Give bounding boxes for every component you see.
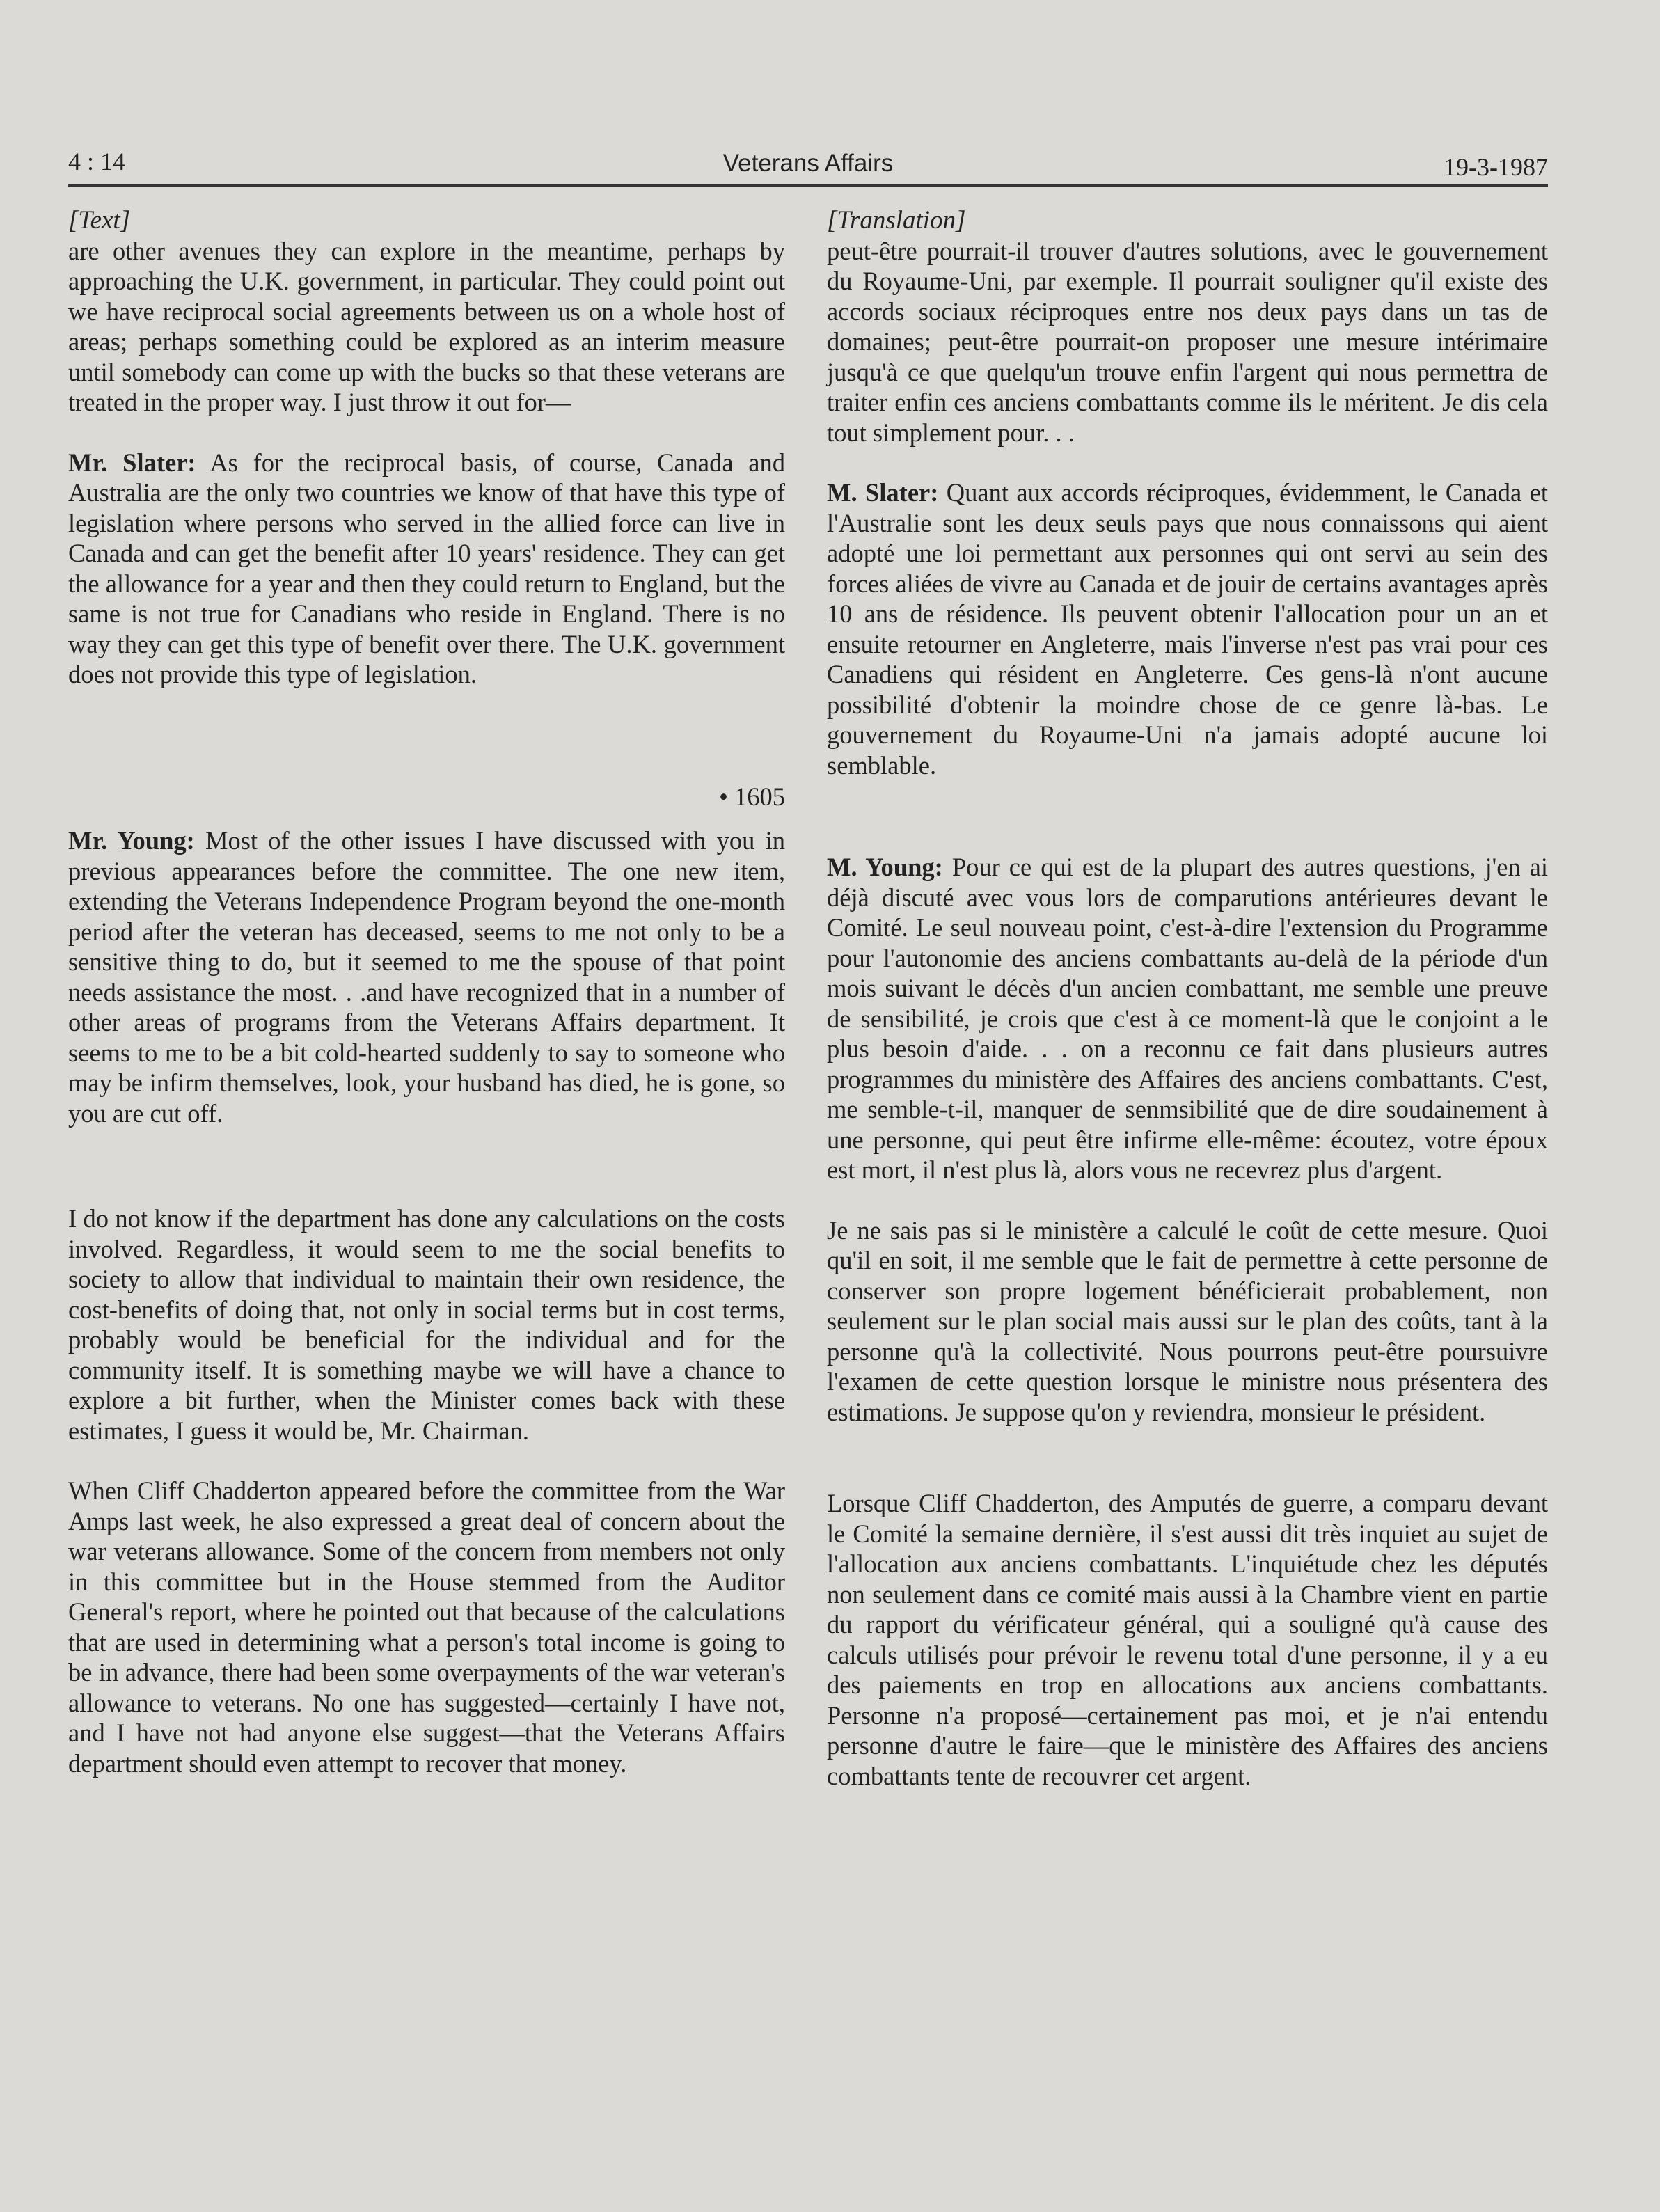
paragraph: Lorsque Cliff Chadderton, des Amputés de guerre, a comparu devant le Comité la semaine dernière, il s'est aussi dit très inquiet au sujet de l'allocation aux anciens combattants. L'inquiétude chez les députés non seulement dans ce comité mais aussi à la Chambre vient en partie du rapport du vérificateur général, qui a souligné qu'à cause des calculs utilisés pour prévoir le revenu total d'une personne, il y a eu des paiements en trop en allocations aux anciens combattants. Personne n'a proposé—certainement pas moi, et je n'ai entendu personne d'autre le faire—que le ministère des Affaires des anciens combattants tente de recouvrer cet argent.: [827, 1489, 1548, 1790]
speaker-name: Mr. Slater:: [68, 448, 196, 477]
paragraph: [68, 448, 785, 690]
speaker-name: Mr. Young:: [68, 826, 195, 855]
english-column: [68, 205, 785, 1778]
speaker-name: M. Slater:: [827, 478, 939, 507]
paragraph: [68, 825, 785, 1128]
page-number: 4 : 14: [68, 148, 126, 175]
paragraph: Je ne sais pas si le ministère a calculé le coût de cette mesure. Quoi qu'il en soit, il me semble que le fait de permettre à cette personne de conserver son propre logement bénéficierait probablement, non seulement sur le plan social mais aussi sur le plan des coûts, tant à la personne qu'à la collectivité. Nous pourrons peut-être poursuivre l'examen de cette question lorsque le ministre nous présentera des estimations. Je suppose qu'on y reviendra, monsieur le président.: [827, 1215, 1548, 1426]
text-label: [Text]: [68, 206, 131, 235]
page-header: [68, 143, 1548, 187]
time-marker: • 1605: [719, 782, 785, 811]
french-column: [827, 205, 1548, 1791]
speech-text: Most of the other issues I have discussed with you in previous appearances before the committee. The one new item, extending the Veterans Independence Program beyond the one-month period after the veteran has deceased, seems to me not only to be a sensitive thing to do, but it seemed to me the spouse of that point needs assistance the most. . .and have recognized that in a number of other areas of programs from the Veterans Affairs department. It seems to me to be a bit cold-hearted suddenly to say to someone who may be infirm themselves, look, your husband has died, he is gone, so you are cut off.: [68, 826, 785, 1128]
paragraph: When Cliff Chadderton appeared before the committee from the War Amps last week, he also expressed a great deal of concern about the war veterans allowance. Some of the concern from members not only in this committee but in the House stemmed from the Auditor General's report, where he pointed out that because of the calculations that are used in determining what a person's total income is going to be in advance, there had been some overpayments of the war veteran's allowance to veterans. No one has suggested—certainly I have not, and I have not had anyone else suggest—that the Veterans Affairs department should even attempt to recover that money.: [68, 1476, 785, 1778]
speech-text: Pour ce qui est de la plupart des autres questions, j'en ai déjà discuté avec vous lors de comparutions antérieures devant le Comité. Le seul nouveau point, c'est-à-dire l'extension du Programme pour l'autonomie des anciens combattants au-delà de la période d'un mois suivant le décès d'un ancien combattant, me semble une preuve de sensibilité, je crois que c'est à ce moment-là que le conjoint a le plus besoin d'aide. . . on a reconnu ce fait dans plusieurs autres programmes du ministère des Affaires des anciens combattants. C'est, me semble-t-il, manquer de senmsibilité que de dire soudainement à une personne, qui peut être infirme elle-même: écoutez, votre époux est mort, il n'est plus là, alors vous ne recevrez plus d'argent.: [827, 853, 1548, 1184]
paragraph: peut-être pourrait-il trouver d'autres solutions, avec le gouvernement du Royaume-Uni, par exemple. Il pourrait souligner qu'il existe des accords sociaux réciproques entre nos deux pays dans un tas de domaines; peut-être pourrait-on proposer une mesure intérimaire jusqu'à ce que quelqu'un trouve enfin l'argent qui nous permettra de traiter enfin ces anciens combattants comme ils le méritent. Je dis cela tout simplement pour. . .: [827, 236, 1548, 447]
speaker-name: M. Young:: [827, 853, 943, 881]
paragraph: I do not know if the department has done any calculations on the costs involved. Regardless, it would seem to me the social benefits to society to allow that individual to maintain their own residence, the cost-benefits of doing that, not only in social terms but in cost terms, probably would be beneficial for the individual and for the community itself. It is something maybe we will have a chance to explore a bit further, when the Minister comes back with these estimates, I guess it would be, Mr. Chairman.: [68, 1204, 785, 1445]
speech-text: Quant aux accords réciproques, évidemment, le Canada et l'Australie sont les deux seuls pays que nous connaissons qui aient adopté une loi permettant aux personnes qui ont servi au sein des forces aliées de vivre au Canada et de jouir de certains avantages après 10 ans de résidence. Ils peuvent obtenir l'allocation pour un an et ensuite retourner en Angleterre, mais l'inverse n'est pas vrai pour ces Canadiens qui résident en Angleterre. Ces gens-là n'ont aucune possibilité d'obtenir la moindre chose de ce genre là-bas. Le gouvernement du Royaume-Uni n'a jamais adopté aucune loi semblable.: [827, 478, 1548, 780]
paragraph: are other avenues they can explore in the meantime, perhaps by approaching the U.K. government, in particular. They could point out we have reciprocal social agreements between us on a whole host of areas; perhaps something could be explored as an interim measure until somebody can come up with the bucks so that these veterans are treated in the proper way. I just throw it out for—: [68, 236, 785, 416]
paragraph: [827, 852, 1548, 1185]
speech-text: As for the reciprocal basis, of course, Canada and Australia are the only two countries we know of that have this type of legislation where persons who served in the allied force can live in Canada and can get the benefit after 10 years' residence. They can get the allowance for a year and then they could return to England, but the same is not true for Canadians who reside in England. There is no way they can get this type of benefit over there. The U.K. government does not provide this type of legislation.: [68, 448, 785, 688]
header-date: 19-3-1987: [1444, 153, 1548, 181]
paragraph: [827, 477, 1548, 780]
translation-label: [Translation]: [827, 206, 966, 235]
page-title: Veterans Affairs: [722, 150, 894, 177]
